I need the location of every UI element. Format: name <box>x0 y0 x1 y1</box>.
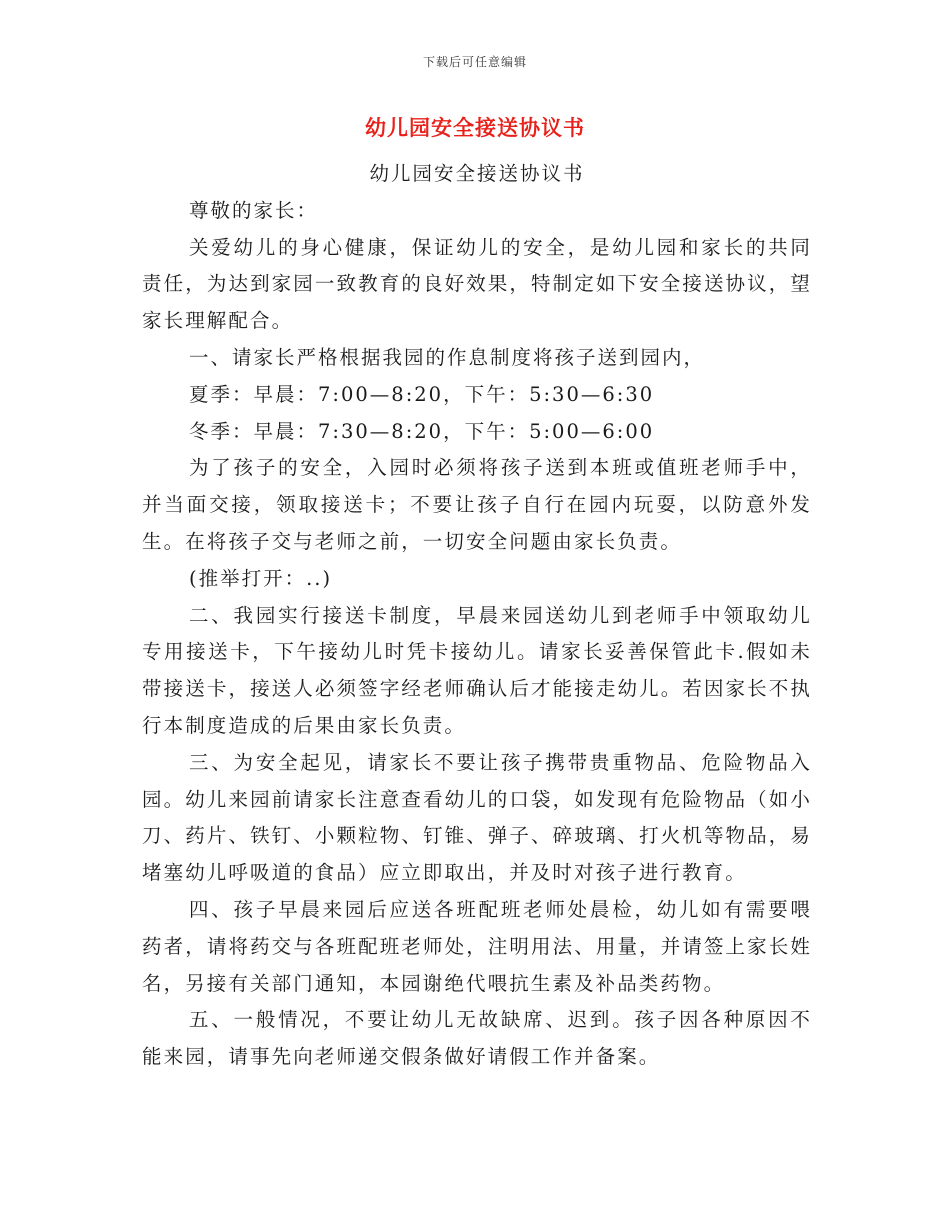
winter-schedule: 冬季：早晨：7:30—8:20，下午：5:00—6:00 <box>189 419 655 443</box>
section-4-paragraph: 四、孩子早晨来园后应送各班配班老师处晨检，幼儿如有需要喂药者，请将药交与各班配班老师处，注明用法、用量，并请签上家长姓名，另接有关部门通知，本园谢绝代喂抗生素及补品类药物。 <box>142 897 812 995</box>
section-1-body: 为了孩子的安全，入园时必须将孩子送到本班或值班老师手中，并当面交接，领取接送卡；不要让孩子自行在园内玩耍，以防意外发生。在将孩子交与老师之前，一切安全问题由家长负责。 <box>142 456 812 553</box>
salutation: 尊敬的家长： <box>189 198 319 222</box>
summer-schedule: 夏季：早晨：7:00—8:20，下午：5:30—6:30 <box>189 382 655 406</box>
document-title: 幼儿园安全接送协议书 <box>365 115 585 140</box>
section-1-heading: 一、请家长严格根据我园的作息制度将孩子送到园内， <box>189 345 706 369</box>
document-body <box>142 156 812 1076</box>
section-5-paragraph: 五、一般情况，不要让幼儿无故缺席、迟到。孩子因各种原因不能来园，请事先向老师递交假条做好请假工作并备案。 <box>142 1008 812 1069</box>
section-3-paragraph: 三、为安全起见，请家长不要让孩子携带贵重物品、危险物品入园。幼儿来园前请家长注意查看幼儿的口袋，如发现有危险物品（如小刀、药片、铁钉、小颗粒物、钉锥、弹子、碎玻璃、打火机等物品，易堵塞幼儿呼吸道的食品）应立即取出，并及时对孩子进行教育。 <box>142 750 812 885</box>
document-subtitle: 幼儿园安全接送协议书 <box>369 162 585 185</box>
section-2-paragraph: 二、我园实行接送卡制度，早晨来园送幼儿到老师手中领取幼儿专用接送卡，下午接幼儿时凭卡接幼儿。请家长妥善保管此卡.假如未带接送卡，接送人必须签字经老师确认后才能接走幼儿。若因家长不执行本制度造成的后果由家长负责。 <box>142 603 812 737</box>
section-1-note: (推举打开：..) <box>189 566 333 590</box>
header-note: 下载后可任意编辑 <box>422 55 527 69</box>
intro-paragraph: 关爱幼儿的身心健康，保证幼儿的安全，是幼儿园和家长的共同责任，为达到家园一致教育的良好效果，特制定如下安全接送协议，望家长理解配合。 <box>142 235 812 333</box>
